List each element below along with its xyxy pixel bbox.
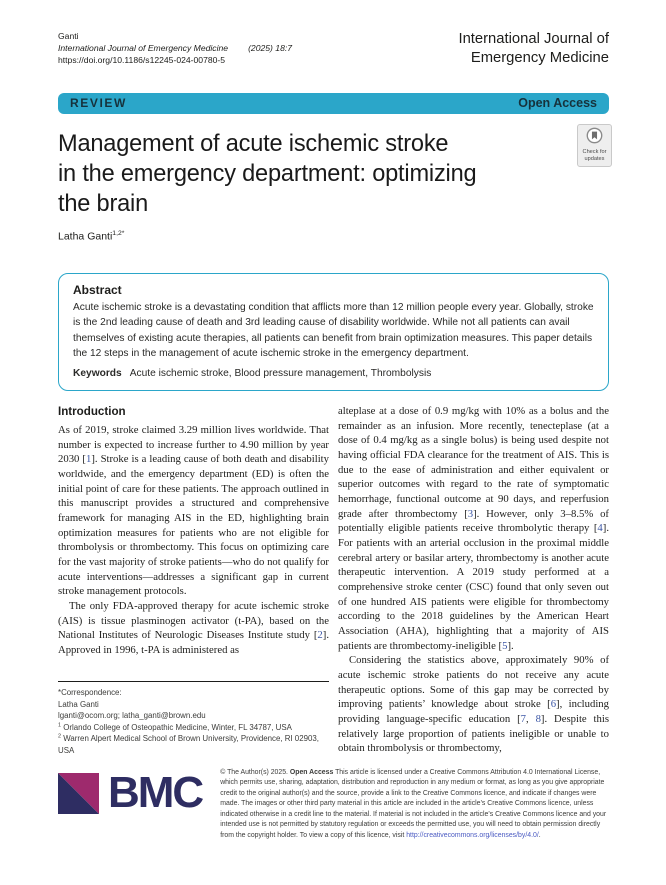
abstract-heading: Abstract [73,282,122,297]
license-body: This article is licensed under a Creative Commons Attribution 4.0 International License, which permits use, sharing, adaptation, distribution and reproduction in any medium or format, as long as you give appropriate credit to the original author(s) and the source, provide a link to the Creative Commons licence, and indicate if changes were made. The images or other third party material in this article are included in the article’s Creative Commons licence, unless indicated otherwise in a credit line to the material. If material is not included in the article’s Creative Commons licence and your intended use is not permitted by statutory regulation or exceeds the permitted use, you will need to obtain permission directly from the copyright holder. To view a copy of this licence, visit [220,768,607,839]
check-badge-text-line2: updates [584,155,605,162]
page-header [58,30,609,68]
affiliation-1-sup: 1 [58,722,62,729]
article-citation-block [58,30,292,66]
check-updates-icon [586,127,603,149]
left-column [58,404,329,756]
bmc-logo-icon [58,773,99,814]
author-short: Ganti [58,31,79,41]
license-prefix: © The Author(s) 2025. [220,768,290,776]
publisher-footer [58,768,612,841]
article-title [58,129,609,220]
abstract-text: Acute ischemic stroke is a devastating condition that afflicts more than 12 million people every year. Globally, stroke is the 2nd leading cause of death and 3rd leading cause of disability worldwide. While not all patients can avail themselves of existing acute therapies, all patients can benefit from brain optimization measures. This paper details the 12 steps in the management of acute ischemic stroke in the emergency department. [73,301,594,359]
check-badge-text-line1: Check for [582,148,607,155]
article-body [58,404,609,756]
bmc-logo [58,768,203,818]
title-line-2: in the emergency department: optimizing [58,161,477,188]
affiliation-2-sup: 2 [58,733,62,740]
author-affiliation-sup: 1,2* [112,230,125,238]
correspondence-footnote [58,675,329,756]
doi-link[interactable]: https://doi.org/10.1186/s12245-024-00780-5 [58,55,226,66]
affiliation-1 [58,722,329,733]
license-text [220,768,612,841]
footnote-divider [58,681,329,682]
body-paragraph: The only FDA-approved therapy for acute ischemic stroke (AIS) is tissue plasminogen activator (t-PA), based on the National Institutes of Neurologic Diseases Institute study [2]. Approved in 1996, t-PA is administered as [58,599,329,656]
introduction-heading: Introduction [58,405,126,419]
article-type-label: REVIEW [70,95,127,110]
title-line-3: the brain [58,191,149,218]
journal-name-block [458,30,609,68]
affiliation-1-text: Orlando College of Osteopathic Medicine, Winter, FL 34787, USA [61,722,292,732]
body-paragraph: Considering the statistics above, approximately 90% of acute ischemic stroke patients do not receive any acute therapeutic options. Some of this gap may be corrected by improving patients’ knowledge about stroke [6], including providing language-specific education [7, 8]. Despite this relatively large proportion of patients ineligible or unable to obtain thrombolysis or thrombectomy, [338,654,610,755]
volume-issue: (2025) 18:7 [248,43,293,54]
title-area [58,129,609,220]
author-byline [58,230,609,243]
affiliation-2-text: Warren Alpert Medical School of Brown University, Providence, RI 02903, USA [58,734,319,755]
license-suffix: . [538,831,541,839]
keywords-text: Acute ischemic stroke, Blood pressure management, Thrombolysis [129,368,432,380]
body-paragraph: alteplase at a dose of 0.9 mg/kg with 10% as a bolus and the remainder as an infusion. More recently, tenecteplase (at a dose of 0.4 mg/kg as a single bolus) is being used despite not having official FDA clearance for the treatment of AIS. This is due to the ease of administration and either equivalent or superior outcomes with regard to the rate of symptomatic hemorrhage, functional outcome at 90 days, and reperfusion grade after thrombectomy [3]. However, only 3–8.5% of potentially eligible patients receive thrombolytic therapy [4]. For patients with an arterial occlusion in the proximal middle cerebral artery or basilar artery, thrombectomy is another acute therapeutic intervention. A 2019 study performed at a comprehensive stroke center (CSC) found that only seven out of one hundred AIS patients were eligible for thrombectomy according to the 2018 guidelines by the American Heart Association (AHA), highlighting that a majority of AIS patients are thrombectomy-ineligible [5]. [338,405,609,652]
keywords-line [73,368,594,379]
article-type-banner [58,93,609,114]
license-open-access: Open Access [289,768,334,776]
journal-name-line2: Emergency Medicine [470,49,609,66]
right-column [338,404,609,756]
body-paragraph: As of 2019, stroke claimed 3.29 million lives worldwide. That number is expected to increase further to 4.90 million by year 2030 [1]. Stroke is a leading cause of both death and disability worldwide, and the emergency department (ED) is often the initial point of care for these patients. The approach outlined in this manuscript provides a structured and comprehensive framework for managing AIS in the ED, highlighting brain optimization measures for patients who are not eligible for thrombolysis or thrombectomy. This focus on optimizing care for the vast majority of stroke patients—who do not qualify for acute interventions—addresses a significant gap in current stroke management protocols. [58,424,329,598]
title-line-1: Management of acute ischemic stroke [58,130,449,157]
journal-title-italic: International Journal of Emergency Medicine [58,43,229,54]
open-access-label: Open Access [518,95,597,110]
journal-citation-line [58,42,292,54]
abstract-box [58,273,609,391]
correspondence-emails[interactable]: lganti@ocom.org; latha_ganti@brown.edu [58,711,206,721]
author-name: Latha Ganti [58,230,113,243]
license-link[interactable]: http://creativecommons.org/licenses/by/4.0/ [406,831,539,839]
correspondence-name: Latha Ganti [58,699,99,709]
bmc-logo-text: BMC [108,768,203,818]
journal-name-line1: International Journal of [458,31,609,47]
correspondence-label: *Correspondence: [58,688,122,698]
check-for-updates-badge[interactable] [577,124,612,167]
keywords-label: Keywords [73,368,122,380]
affiliation-2 [58,733,329,756]
